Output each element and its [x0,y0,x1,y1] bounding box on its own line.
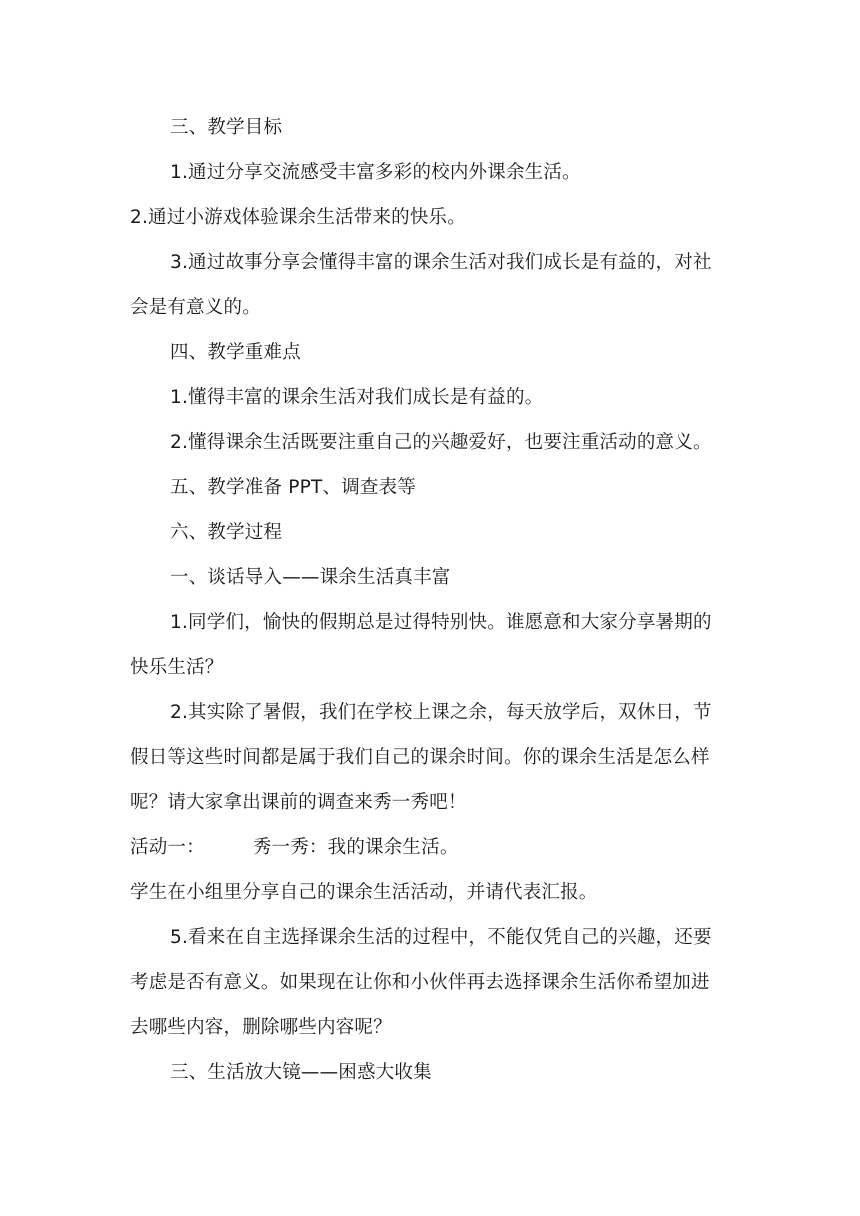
paragraph-line: 1.懂得丰富的课余生活对我们成长是有益的。 [170,387,544,408]
paragraph-line: 假日等这些时间都是属于我们自己的课余时间。你的课余生活是怎么样 [130,747,710,768]
heading-preparation: 五、教学准备 PPT、调查表等 [170,477,416,498]
paragraph-line: 去哪些内容，删除哪些内容呢？ [130,1017,392,1038]
paragraph-line: 2.懂得课余生活既要注重自己的兴趣爱好，也要注重活动的意义。 [170,432,712,453]
paragraph-line: 1.同学们，愉快的假期总是过得特别快。谁愿意和大家分享暑期的 [170,612,712,633]
heading-teaching-process: 六、教学过程 [170,522,283,543]
activity-label: 活动一： [130,837,205,858]
paragraph-line: 学生在小组里分享自己的课余生活活动，并请代表汇报。 [130,882,598,903]
paragraph-line: 呢？请大家拿出课前的调查来秀一秀吧！ [130,792,467,813]
activity-title: 秀一秀：我的课余生活。 [252,837,459,858]
activity-line [130,836,459,860]
heading-teaching-goals: 三、教学目标 [170,117,283,138]
paragraph-line: 会是有意义的。 [130,297,261,318]
paragraph-line: 5.看来在自主选择课余生活的过程中，不能仅凭自己的兴趣，还要 [170,927,712,948]
paragraph-line: 2.其实除了暑假，我们在学校上课之余，每天放学后，双休日，节 [170,702,712,723]
paragraph-line: 3.通过故事分享会懂得丰富的课余生活对我们成长是有益的，对社 [170,252,712,273]
heading-intro: 一、谈话导入——课余生活真丰富 [170,567,451,588]
heading-magnifier: 三、生活放大镜——困惑大收集 [170,1062,432,1083]
paragraph-line: 1.通过分享交流感受丰富多彩的校内外课余生活。 [170,162,581,183]
heading-key-points: 四、教学重难点 [170,342,301,363]
paragraph-line: 考虑是否有意义。如果现在让你和小伙伴再去选择课余生活你希望加进 [130,972,710,993]
paragraph-line: 2.通过小游戏体验课余生活带来的快乐。 [130,207,466,228]
paragraph-line: 快乐生活？ [130,657,224,678]
